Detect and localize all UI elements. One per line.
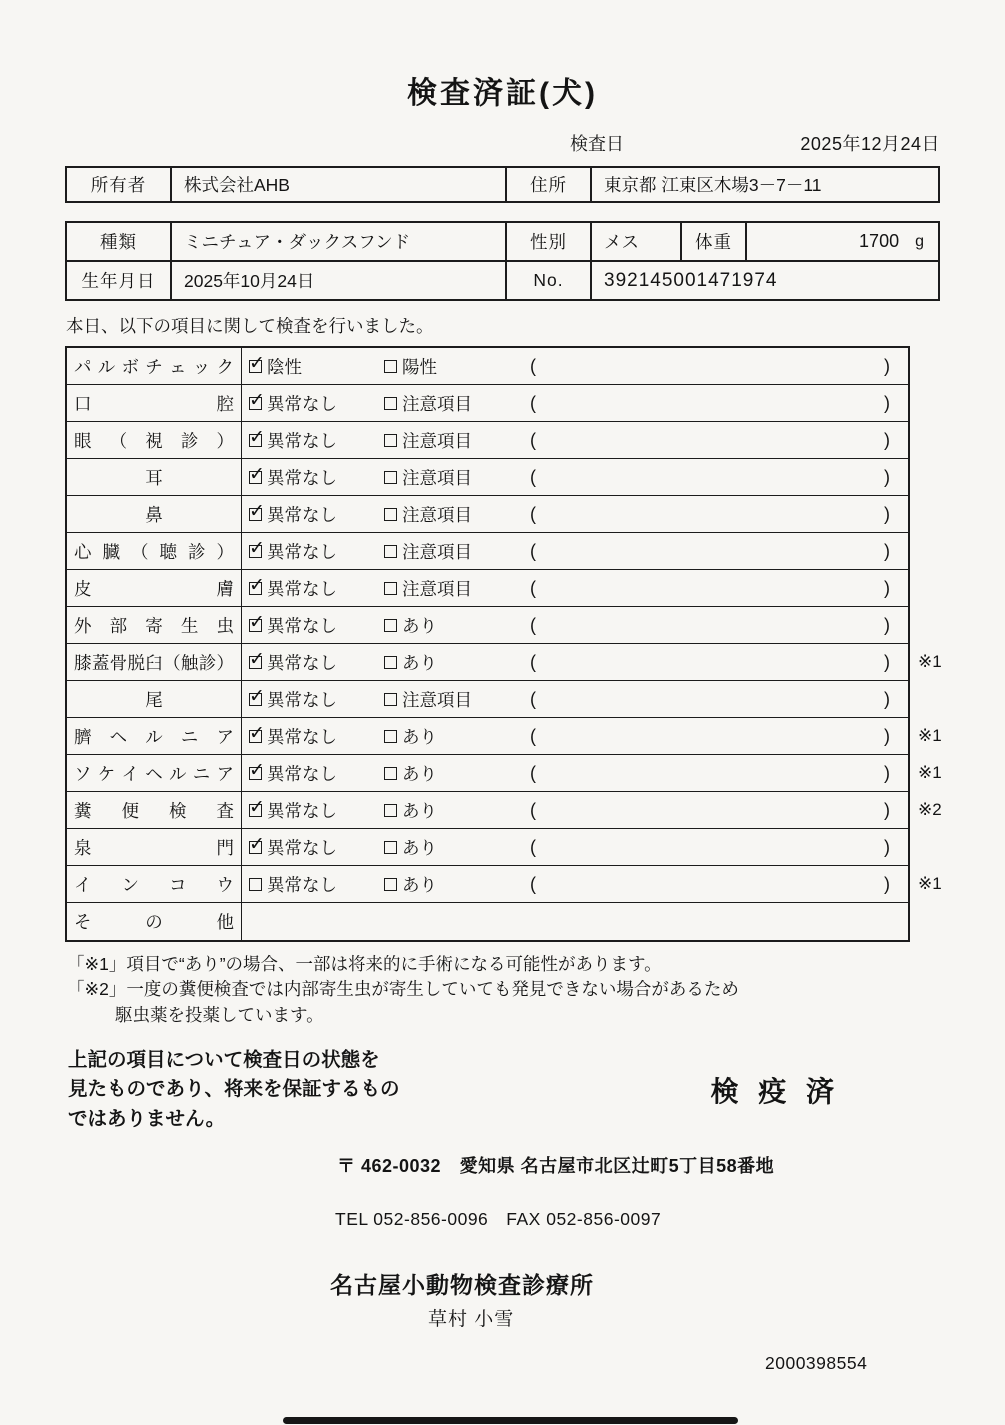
close-paren: ): [884, 799, 890, 820]
checkbox-opt1[interactable]: [249, 434, 262, 447]
clinic-name: 名古屋小動物検査診療所: [330, 1271, 594, 1298]
checkbox-opt2[interactable]: [384, 767, 397, 780]
sex-value: メス: [592, 223, 682, 260]
open-paren: (: [530, 799, 536, 820]
opt1-label: 異常なし: [267, 467, 337, 488]
checklist-row: [67, 570, 908, 607]
checkbox-opt1[interactable]: [249, 767, 262, 780]
checkbox-opt1[interactable]: [249, 397, 262, 410]
no-label: No.: [507, 262, 592, 299]
checkbox-opt1[interactable]: [249, 471, 262, 484]
open-paren: (: [530, 688, 536, 709]
inspection-date-value: 2025年12月24日: [800, 134, 940, 154]
scan-artifact-bar: [283, 1417, 738, 1424]
checklist-item-label: 臍 ヘ ル ニ ア: [67, 718, 242, 754]
inspection-date-label: 検査日: [570, 134, 624, 154]
checklist-item-label: 心 臓 （ 聴 診 ）: [67, 533, 242, 569]
checkbox-opt1[interactable]: [249, 730, 262, 743]
open-paren: (: [530, 873, 536, 894]
opt2-label: 注意項目: [402, 541, 472, 562]
opt1-label: 異常なし: [267, 504, 337, 525]
footnotes: [67, 952, 1005, 1028]
checklist-row: [67, 533, 908, 570]
close-paren: ): [884, 614, 890, 635]
open-paren: (: [530, 466, 536, 487]
opt1-label: 陰性: [267, 356, 302, 377]
close-paren: ): [884, 725, 890, 746]
close-paren: ): [884, 577, 890, 598]
checklist-row: [67, 829, 908, 866]
checklist-row: [67, 422, 908, 459]
close-paren: ): [884, 355, 890, 376]
checkbox-opt1[interactable]: [249, 878, 262, 891]
checkbox-opt2[interactable]: [384, 582, 397, 595]
owner-value: 株式会社AHB: [172, 168, 507, 201]
checklist-item-label: イ ン コ ウ: [67, 866, 242, 902]
checklist-item-label: ソ ケ イ ヘ ル ニ ア: [67, 755, 242, 791]
clinic-tel-fax: TEL 052-856-0096 FAX 052-856-0097: [335, 1208, 662, 1229]
quarantine-stamp: 検 疫 済: [710, 1076, 840, 1107]
disclaimer-text: [68, 1046, 400, 1134]
checkbox-opt2[interactable]: [384, 471, 397, 484]
opt2-label: あり: [402, 615, 437, 636]
weight-label: 体重: [682, 223, 747, 260]
page-title: 検査済証(犬): [407, 77, 598, 110]
checklist-item-label: 外 部 寄 生 虫: [67, 607, 242, 643]
checklist-row-other: [67, 903, 908, 940]
opt2-label: 陽性: [402, 356, 437, 377]
checklist-item-label: 泉 門: [67, 829, 242, 865]
weight-cell: [747, 223, 938, 260]
checklist-item-label: 糞 便 検 査: [67, 792, 242, 828]
close-paren: ): [884, 540, 890, 561]
close-paren: ): [884, 762, 890, 783]
checklist-row: [67, 496, 908, 533]
opt2-label: あり: [402, 726, 437, 747]
opt2-label: 注意項目: [402, 504, 472, 525]
checklist-item-label: 鼻: [67, 496, 242, 532]
opt1-label: 異常なし: [267, 763, 337, 784]
opt2-label: あり: [402, 800, 437, 821]
owner-table: [65, 166, 940, 203]
opt1-label: 異常なし: [267, 578, 337, 599]
checklist-row: [67, 681, 908, 718]
checklist-item-label: そ の 他: [67, 903, 242, 940]
opt2-label: 注意項目: [402, 578, 472, 599]
opt2-label: あり: [402, 874, 437, 895]
checkbox-opt2[interactable]: [384, 804, 397, 817]
row-note: ※1: [918, 652, 942, 671]
opt2-label: あり: [402, 837, 437, 858]
checklist-row: [67, 348, 908, 385]
opt2-label: 注意項目: [402, 430, 472, 451]
opt1-label: 異常なし: [267, 615, 337, 636]
checkbox-opt1[interactable]: [249, 508, 262, 521]
pet-table: [65, 221, 940, 301]
close-paren: ): [884, 651, 890, 672]
checkbox-opt2[interactable]: [384, 656, 397, 669]
opt1-label: 異常なし: [267, 800, 337, 821]
close-paren: ): [884, 429, 890, 450]
open-paren: (: [530, 429, 536, 450]
row-note: ※1: [918, 874, 942, 893]
checklist-item-label: 耳: [67, 459, 242, 495]
checklist-item-label: 尾: [67, 681, 242, 717]
close-paren: ): [884, 836, 890, 857]
checkbox-opt1[interactable]: [249, 656, 262, 669]
no-value: 392145001471974: [604, 269, 778, 291]
checkbox-opt1[interactable]: [249, 582, 262, 595]
checklist-row: [67, 644, 942, 681]
checklist-item-label: 皮 膚: [67, 570, 242, 606]
open-paren: (: [530, 355, 536, 376]
opt1-label: 異常なし: [267, 541, 337, 562]
opt2-label: 注意項目: [402, 393, 472, 414]
checklist-item-label: パ ル ボ チ ェ ッ ク: [67, 348, 242, 384]
checkbox-opt1[interactable]: [249, 804, 262, 817]
open-paren: (: [530, 503, 536, 524]
checklist-row: [67, 607, 908, 644]
opt1-label: 異常なし: [267, 726, 337, 747]
checklist-row: [67, 866, 942, 903]
close-paren: ): [884, 688, 890, 709]
opt2-label: あり: [402, 763, 437, 784]
checklist-item-label: 口 腔: [67, 385, 242, 421]
clinic-address: 〒 462-0032 愛知県 名古屋市北区辻町5丁目58番地: [337, 1155, 775, 1176]
checklist-row: [67, 385, 908, 422]
footnote-1: 「※1」項目で“あり”の場合、一部は将来的に手術になる可能性があります。: [67, 954, 662, 974]
checklist-table: [65, 346, 942, 942]
close-paren: ): [884, 503, 890, 524]
checklist-row: [67, 792, 942, 829]
birthdate-label: 生年月日: [67, 262, 172, 299]
row-note: ※1: [918, 726, 942, 745]
open-paren: (: [530, 577, 536, 598]
disclaimer-line2: 見たものであり、将来を保証するもの: [68, 1078, 400, 1101]
checkbox-opt2[interactable]: [384, 434, 397, 447]
birthdate-value: 2025年10月24日: [172, 262, 507, 299]
checkbox-opt2[interactable]: [384, 508, 397, 521]
checkbox-opt2[interactable]: [384, 693, 397, 706]
open-paren: (: [530, 540, 536, 561]
intro-text: 本日、以下の項目に関して検査を行いました。: [66, 316, 434, 336]
open-paren: (: [530, 725, 536, 746]
open-paren: (: [530, 651, 536, 672]
opt1-label: 異常なし: [267, 430, 337, 451]
open-paren: (: [530, 614, 536, 635]
owner-label: 所有者: [67, 168, 172, 201]
open-paren: (: [530, 836, 536, 857]
opt2-label: 注意項目: [402, 467, 472, 488]
checkbox-opt2[interactable]: [384, 730, 397, 743]
checkbox-opt1[interactable]: [249, 841, 262, 854]
opt1-label: 異常なし: [267, 837, 337, 858]
sex-label: 性別: [507, 223, 592, 260]
weight-value: 1700: [859, 231, 900, 251]
open-paren: (: [530, 392, 536, 413]
checklist-row: [67, 459, 908, 496]
address-value: 東京都 江東区木場3－7－11: [604, 175, 822, 195]
open-paren: (: [530, 762, 536, 783]
disclaimer-line3: ではありません。: [68, 1107, 226, 1130]
checklist-row: [67, 755, 942, 792]
disclaimer-section: [68, 1046, 940, 1134]
opt2-label: 注意項目: [402, 689, 472, 710]
weight-unit: g: [915, 232, 924, 250]
checkbox-opt2[interactable]: [384, 841, 397, 854]
checkbox-opt2[interactable]: [384, 545, 397, 558]
close-paren: ): [884, 392, 890, 413]
checklist-item-label: 膝 蓋 骨 脱 臼 （ 触 診 ）: [67, 644, 242, 680]
checklist-row: [67, 718, 942, 755]
checkbox-opt2[interactable]: [384, 619, 397, 632]
examiner-name: 草村 小雪: [428, 1308, 515, 1330]
address-label: 住所: [507, 168, 592, 201]
opt1-label: 異常なし: [267, 874, 337, 895]
checkbox-opt1[interactable]: [249, 360, 262, 373]
row-note: ※1: [918, 763, 942, 782]
checkbox-opt2[interactable]: [384, 878, 397, 891]
inspection-date-row: [570, 130, 940, 156]
opt2-label: あり: [402, 652, 437, 673]
close-paren: ): [884, 466, 890, 487]
checkbox-opt2[interactable]: [384, 360, 397, 373]
checkbox-opt1[interactable]: [249, 619, 262, 632]
opt1-label: 異常なし: [267, 689, 337, 710]
other-empty-cell: [242, 903, 908, 940]
footnote-2-line2: 駆虫薬を投薬しています。: [115, 1004, 324, 1025]
opt1-label: 異常なし: [267, 393, 337, 414]
close-paren: ): [884, 873, 890, 894]
checklist-item-label: 眼 （ 視 診 ）: [67, 422, 242, 458]
breed-label: 種類: [67, 223, 172, 260]
opt1-label: 異常なし: [267, 652, 337, 673]
footnote-2-line1: 「※2」一度の糞便検査では内部寄生虫が寄生していても発見できない場合があるため: [67, 979, 739, 1000]
breed-value: ミニチュア・ダックスフンド: [172, 223, 507, 260]
checkbox-opt2[interactable]: [384, 397, 397, 410]
checkbox-opt1[interactable]: [249, 545, 262, 558]
serial-number: 2000398554: [765, 1352, 868, 1373]
checkbox-opt1[interactable]: [249, 693, 262, 706]
row-note: ※2: [918, 800, 942, 819]
disclaimer-line1: 上記の項目について検査日の状態を: [68, 1049, 380, 1072]
